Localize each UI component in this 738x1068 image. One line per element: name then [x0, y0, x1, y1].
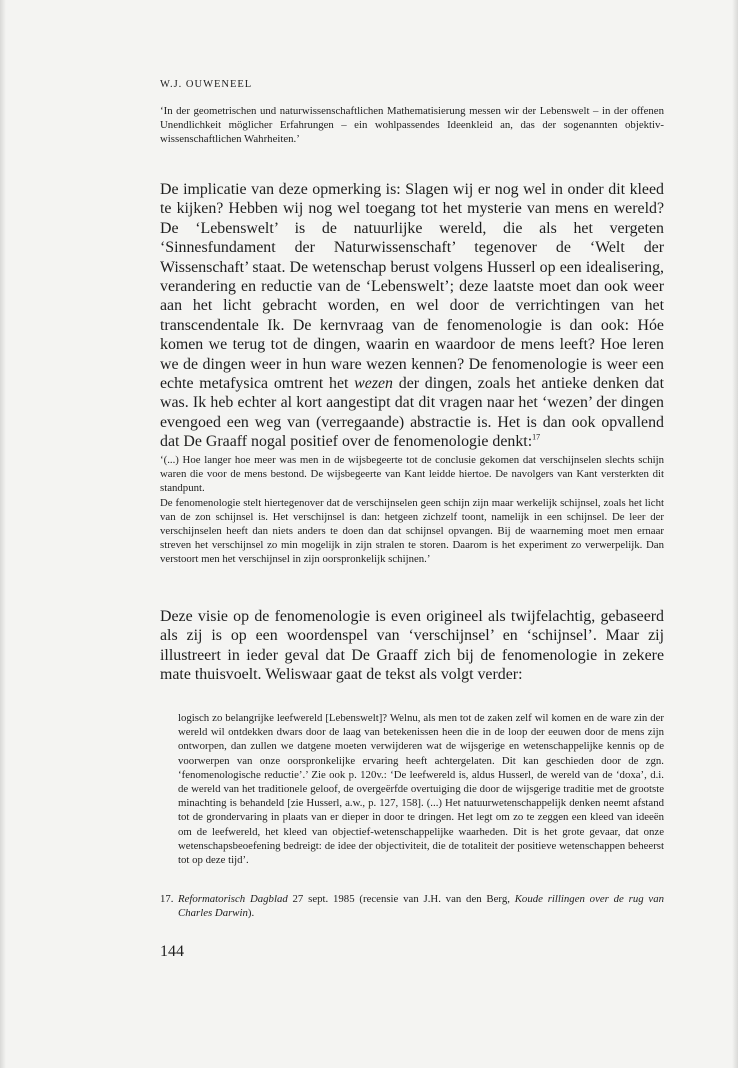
- degraaff-quote-p1: ‘(...) Hoe langer hoe meer was men in de wijsbegeerte tot de conclusie gekomen dat verschijnselen slechts schijn waren die voor de mens bestond. De wijsbegeerte van Kant leidde hiertoe. De navolgers van Kant versterkten dit standpunt.: [160, 454, 664, 495]
- footnote-continued: [178, 711, 664, 867]
- footnote-17-mid: 27 sept. 1985 (recensie van J.H. van den Berg,: [287, 893, 515, 905]
- degraaff-quote-p2: De fenomenologie stelt hiertegenover dat de verschijnselen geen schijn zijn maar werkelijk schijnsel, zoals het licht van de zon schijnsel is. Het verschijnsel is dan: hetgeen zichzelf toont, namelijk in een schijnsel. De leer der verschijnselen heeft dan niets anders te doen dan dat schijnsel opvangen. Bij de waarneming moet men ernaar streven het verschijnsel zo min mogelijk in zijn stralen te storen. Daarom is het experiment zo verwerpelijk. Dan verstoort men het verschijnsel in zijn oorspronkelijk schijnen.’: [160, 496, 664, 566]
- footnote-ref-17[interactable]: 17: [532, 432, 541, 442]
- paragraph-1-text-before: De implicatie van deze opmerking is: Slagen wij er nog wel in onder dit kleed te kijken? Hebben wij nog wel toegang tot het mysterie van mens en wereld? De ‘Lebenswelt’ is de natuurlijke wereld, die als het vergeten ‘Sinnesfundament der Naturwissenschaft’ tegenover de ‘Welt der Wissenschaft’ staat. De wetenschap berust volgens Husserl op een idealisering, verandering en reductie van de ‘Lebenswelt’; deze laatste moet dan ook weer aan het licht gebracht worden, en wel door de verrichtingen van het transcendentale Ik. De kernvraag van de fenomenologie is dan ook: Hóe komen we terug tot de dingen, waarin en waardoor de mens leeft? Hoe leren we de dingen weer in hun ware wezen kennen? De fenomenologie is weer een echte metafysica omtrent het: [160, 181, 664, 393]
- footnote-17-number: 17.: [160, 893, 174, 905]
- footnote-17: [160, 892, 664, 920]
- footnote-17-text: [160, 892, 664, 920]
- footnote-continued-text: logisch zo belangrijke leefwereld [Lebenswelt]? Welnu, als men tot de zaken zelf wil komen en de ware zin der wereld wil ontdekken dwars door de laag van betekenissen heen die in de loop der eeuwen door de mens zijn ontworpen, dan zullen we datgene moeten verwijderen wat de wijsgerige en wetenschappelijke kennis op de voorwerpen van onze oorspronkelijke ervaring heeft achtergelaten. Dit kan geschieden door de zgn. ‘fenomenologische reductie’.’ Zie ook p. 120v.: ‘De leefwereld is, aldus Husserl, de wereld van de ‘doxa’, d.i. de wereld van het traditionele geloof, de overgeërfde overtuiging die door de wijsgerige traditie met de grootste minachting is behandeld [zie Husserl, a.w., p. 127, 158]. (...) Het natuurwetenschappelijk denken neemt afstand tot de grondervaring in plaats van er dieper in door te dringen. Het legt om zo te zeggen een kleed van ideeën om de leefwereld, het kleed van objectief-wetenschappelijke waarheden. Dit is het grote gevaar, dat onze wetenschapsbeoefening bedreigt: de idee der objectiviteit, die de totaliteit der positieve wetenschappen beheerst tot op deze tijd’.: [178, 712, 664, 867]
- paragraph-1-text-after: der dingen, zoals het antieke denken dat was. Ik heb echter al kort aangestipt dat dit vragen naar het ‘wezen’ der dingen evengoed een weg van (verregaande) abstractie is. Het is dan ook opvallend dat De Graaff nogal positief over de fenomenologie denkt:: [160, 375, 664, 451]
- german-quote: [160, 104, 664, 147]
- scan-edge-left: [0, 0, 6, 1068]
- running-head: W.J. OUWENEEL: [160, 79, 253, 90]
- footnote-17-title: Koude rillingen over de rug van Charles Darwin: [178, 893, 664, 920]
- footnote-17-end: ).: [247, 907, 255, 920]
- main-paragraph-2: Deze visie op de fenomenologie is even origineel als twijfelachtig, gebaseerd als zij is op een woordenspel van ‘verschijnsel’ en ‘schijnsel’. Maar zij illustreert in ieder geval dat De Graaff zich bij de fenomenologie in zekere mate thuisvoelt. Weliswaar gaat de tekst als volgt verder:: [160, 608, 664, 684]
- page-number: 144: [160, 943, 184, 960]
- german-quote-text: ‘In der geometrischen und naturwissenschaftlichen Mathematisierung messen wir der Lebenswelt – in der offenen Unendlichkeit möglicher Erfahrungen – ein wohlpassendes Ideenkleid an, das der sogenannten objektiv-wissenschaftlichen Wahrheiten.’: [160, 105, 664, 146]
- main-paragraph-1: [160, 180, 664, 452]
- footnote-17-source: Reformatorisch Dagblad: [178, 893, 288, 905]
- paragraph-1-italic-wezen: wezen: [354, 375, 394, 393]
- degraaff-quote: [160, 453, 664, 567]
- scan-edge-right: [732, 0, 738, 1068]
